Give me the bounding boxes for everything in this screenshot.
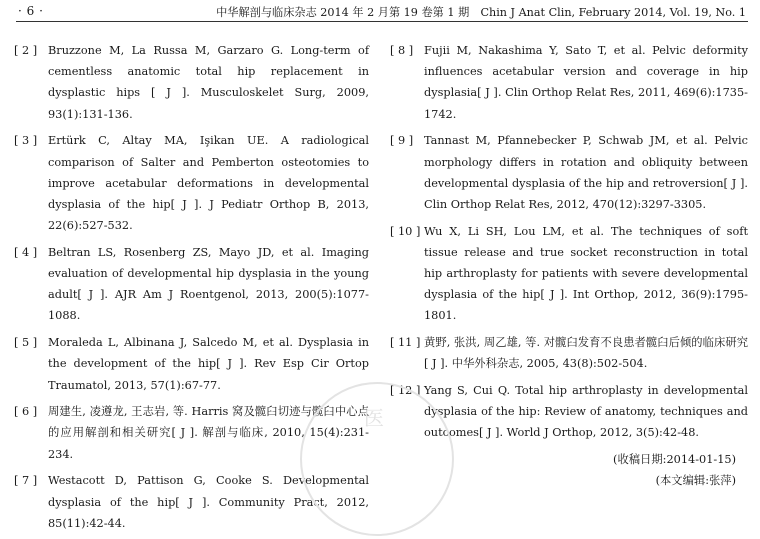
- reference-item: [14, 130, 369, 236]
- reference-item: [390, 130, 748, 215]
- reference-item: [14, 332, 369, 396]
- watermark-seal: [300, 382, 454, 536]
- reference-number: [ 8 ]: [390, 44, 414, 57]
- reference-text: Bruzzone M, La Russa M, Garzaro G. Long-term of cementless anatomic total hip replacement in dysplastic hips [ J ]. Musculoskelet Surg, 2009, 93(1):131-136.: [48, 44, 369, 121]
- reference-number: [ 4 ]: [14, 245, 38, 259]
- page-header: [0, 0, 760, 24]
- reference-text: Westacott D, Pattison G, Cooke S. Developmental dysplasia of the hip[ J ]. Community Pract, 2012, 85(11):42-44.: [48, 474, 369, 530]
- reference-number: [ 6 ]: [14, 405, 38, 419]
- reference-text: Tannast M, Pfannebecker P, Schwab JM, et al. Pelvic morphology differs in rotation and obliquity between developmental dysplasia of the hip and retroversion[ J ]. Clin Orthop Relat Res, 2012, 470(12):3297-3305.: [424, 134, 748, 211]
- reference-number: [ 5 ]: [14, 336, 38, 350]
- reference-item: [390, 40, 748, 125]
- page-number: · 6 ·: [18, 4, 44, 18]
- watermark-char: 医: [364, 406, 384, 430]
- reference-text: Yang S, Cui Q. Total hip arthroplasty in developmental dysplasia of the hip: Review of anatomy, techniques and outcomes[ J ]. World J Orthop, 2012, 3(5):42-48.: [424, 384, 748, 440]
- reference-item: [390, 332, 748, 374]
- reference-text: Ertürk C, Altay MA, Işikan UE. A radiological comparison of Salter and Pemberton osteotomies to improve acetabular deformations in developmental dysplasia of the hip[ J ]. J Pediatr Orthop B, 2013, 22(6):527-532.: [48, 134, 369, 233]
- header-rule: [16, 21, 748, 22]
- received-date: (收稿日期:2014-01-15): [613, 453, 736, 467]
- reference-number: [ 10 ]: [390, 224, 421, 238]
- editor-note: (本文编辑:张萍): [655, 474, 736, 488]
- reference-number: [ 9 ]: [390, 134, 414, 148]
- reference-text: Beltran LS, Rosenberg ZS, Mayo JD, et al. Imaging evaluation of developmental hip dysplasia in the young adult[ J ]. AJR Am J Roentgenol, 2013, 200(5):1077-1088.: [48, 245, 369, 323]
- reference-text: 黄野, 张洪, 周乙雄, 等. 对髋臼发育不良患者髋臼后倾的临床研究[ J ]. 中华外科杂志, 2005, 43(8):502-504.: [424, 336, 748, 371]
- reference-text: Fujii M, Nakashima Y, Sato T, et al. Pelvic deformity influences acetabular version and coverage in hip dysplasia[ J ]. Clin Orthop Relat Res, 2011, 469(6):1735-1742.: [424, 44, 748, 121]
- reference-item: [390, 221, 748, 327]
- running-head: 中华解剖与临床杂志 2014 年 2 月第 19 卷第 1 期 Chin J Anat Clin, February 2014, Vol. 19, No. 1: [216, 6, 746, 19]
- reference-text: Moraleda L, Albinana J, Salcedo M, et al. Dysplasia in the development of the hip[ J ]. Rev Esp Cir Ortop Traumatol, 2013, 57(1):67-77.: [48, 336, 369, 392]
- reference-number: [ 11 ]: [390, 336, 421, 350]
- reference-number: [ 2 ]: [14, 44, 38, 57]
- reference-number: [ 12 ]: [390, 384, 421, 398]
- reference-text: Wu X, Li SH, Lou LM, et al. The techniques of soft tissue release and true socket reconstruction in total hip arthroplasty for patients with severe developmental dysplasia of the hip[ J ]. Int Orthop, 2012, 36(9):1795-1801.: [424, 224, 748, 323]
- reference-text: 周建生, 凌遵龙, 王志岩, 等. Harris 窝及髋臼切迹与髋臼中心点的应用解剖和相关研究[ J ]. 解剖与临床, 2010, 15(4):231-234.: [48, 405, 369, 461]
- reference-number: [ 3 ]: [14, 134, 38, 148]
- reference-item: [14, 40, 369, 125]
- reference-number: [ 7 ]: [14, 474, 38, 488]
- reference-item: [14, 242, 369, 327]
